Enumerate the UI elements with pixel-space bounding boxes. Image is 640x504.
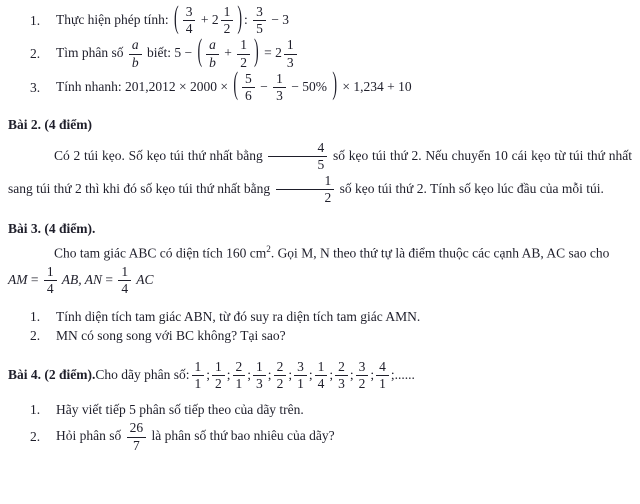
fraction: $\frac{1}{4}$	[315, 360, 328, 391]
big-paren: )	[254, 35, 259, 70]
text-run: Tìm phân số	[56, 45, 127, 61]
fraction: $\frac{1}{2}$	[237, 38, 250, 69]
fraction: $\frac{3}{4}$	[183, 5, 196, 36]
text-run: ;	[349, 367, 354, 383]
item-text	[56, 401, 632, 419]
fraction: $\frac{1}{2}$	[276, 174, 335, 205]
text-run: − 50%	[287, 78, 331, 94]
problem-text	[56, 37, 632, 70]
superscript: 2	[266, 243, 271, 254]
big-paren: (	[197, 35, 203, 70]
text-run: Có 2 túi kẹo. Số kẹo túi thứ nhất bằng	[54, 147, 267, 163]
text-run: AC	[133, 271, 154, 287]
text-run: Tính nhanh: 201,2012 × 2000 ×	[56, 78, 232, 94]
item-number: 2.	[30, 429, 41, 445]
fraction: $\frac{1}{4}$	[118, 265, 131, 296]
text-run: ;	[247, 367, 252, 383]
fraction: $\frac{5}{6}$	[242, 72, 255, 103]
fraction: $\frac{3}{1}$	[294, 360, 307, 391]
problem-2	[8, 37, 632, 70]
text-run: là phân số thứ bao nhiêu của dãy?	[148, 428, 335, 444]
fraction: $\frac{3}{2}$	[356, 360, 369, 391]
fraction: $\frac{1}{1}$	[192, 360, 205, 391]
problem-number: 2.	[30, 46, 41, 62]
problem-number: 3.	[30, 79, 41, 95]
text-run: ;	[267, 367, 272, 383]
big-paren: )	[237, 2, 243, 37]
text-run: ;	[329, 367, 334, 383]
section-2-paragraph	[8, 140, 632, 207]
fraction: $\frac{26}{7}$	[127, 421, 147, 452]
section-3-list	[8, 307, 632, 345]
problem-3	[8, 71, 632, 104]
text-run: ;	[370, 367, 375, 383]
fraction: $\frac{1}{3}$	[253, 360, 266, 391]
section-4-list	[8, 401, 632, 454]
fraction: $\frac{1}{2}$	[212, 360, 225, 391]
fraction: $\frac{2}{1}$	[233, 360, 246, 391]
big-paren: (	[233, 69, 239, 103]
text-run: + 2	[197, 11, 219, 27]
fraction: $\frac{4}{5}$	[268, 141, 327, 172]
text-run: −	[256, 78, 272, 94]
text-run: ;	[308, 367, 313, 383]
fraction: $\frac{a}{b}$	[206, 38, 219, 69]
text-run: . Gọi M, N theo thứ tự là điểm thuộc các cạnh AB, AC sao cho	[270, 245, 610, 261]
text-run: số kẹo túi thứ 2. Tính số kẹo lúc đầu của mỗi túi.	[336, 180, 604, 196]
item-number: 1.	[30, 309, 41, 325]
fraction: $\frac{1}{4}$	[44, 265, 57, 296]
problem-text	[56, 4, 632, 37]
section-3-equation	[8, 264, 632, 297]
text-run: =	[27, 271, 42, 287]
text-run: = 2	[260, 45, 282, 61]
fraction: $\frac{2}{2}$	[274, 360, 287, 391]
item-number: 2.	[30, 328, 41, 344]
item-text	[56, 307, 632, 326]
problem-number: 1.	[30, 12, 41, 28]
section-4-item-1	[8, 401, 632, 419]
section-2-heading: Bài 2. (4 điểm)	[8, 117, 92, 133]
fraction: $\frac{4}{1}$	[376, 360, 389, 391]
big-paren: )	[332, 69, 338, 103]
text-run: +	[220, 45, 236, 61]
text-run: × 1,234 + 10	[339, 78, 412, 94]
text-run: Thực hiện phép tính:	[56, 11, 173, 27]
problem-text	[56, 71, 632, 104]
fraction: $\frac{a}{b}$	[129, 38, 142, 69]
text-run: =	[102, 271, 117, 287]
item-text	[56, 420, 632, 453]
text-run: AM	[8, 271, 28, 287]
fraction: $\frac{1}{2}$	[221, 5, 234, 36]
section-4-item-2	[8, 420, 632, 453]
fraction: $\frac{1}{3}$	[284, 38, 297, 69]
text-run: − 3	[267, 11, 290, 27]
problem-1	[8, 4, 632, 37]
text-run: Tính diện tích tam giác ABN, từ đó suy ra diện tích tam giác AMN.	[56, 309, 421, 325]
text-run: Cho dãy phân số:	[95, 367, 190, 383]
section-4-heading	[8, 359, 632, 392]
text-run: Hãy viết tiếp 5 phân số tiếp theo của dãy trên.	[56, 401, 304, 417]
text-run: biết: 5 −	[143, 45, 196, 61]
text-run: :	[244, 11, 252, 27]
item-text	[56, 326, 632, 345]
text-run: Bài 4. (2 điểm).	[8, 367, 96, 383]
text-run: MN có song song với BC không? Tại sao?	[56, 328, 286, 344]
text-run: ;	[226, 367, 231, 383]
item-number: 1.	[30, 401, 41, 417]
text-run: số kẹo túi thứ 2. Nếu chuyển 10 cái kẹo từ túi thứ nhất sang túi thứ 2 thì khi đó số kẹo túi thứ nhất bằng	[8, 147, 632, 196]
fraction: $\frac{2}{3}$	[335, 360, 348, 391]
fraction: $\frac{1}{3}$	[273, 72, 286, 103]
text-run: Cho tam giác ABC có diện tích 160 cm	[54, 245, 267, 261]
text-run: Hỏi phân số	[56, 428, 125, 444]
big-paren: (	[174, 2, 179, 37]
text-run: ;	[288, 367, 293, 383]
section-3-item-1	[8, 307, 632, 326]
section-3-body	[8, 244, 632, 262]
fraction: $\frac{3}{5}$	[253, 5, 266, 36]
text-run: ;	[206, 367, 211, 383]
text-run: AB, AN	[58, 271, 103, 287]
section-3-item-2	[8, 326, 632, 345]
text-run: ;......	[390, 367, 415, 383]
section-3-heading: Bài 3. (4 điểm).	[8, 221, 96, 237]
